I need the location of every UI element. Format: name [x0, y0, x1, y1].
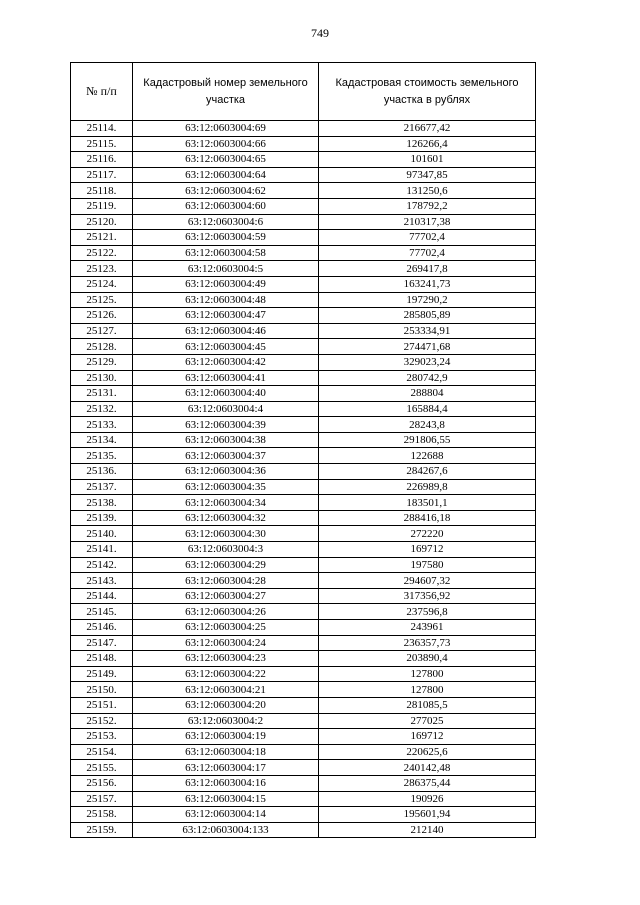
cadastral-value-cell: 286375,44: [319, 775, 536, 791]
cadastral-number-cell: 63:12:0603004:42: [133, 354, 319, 370]
row-number-cell: 25142.: [71, 557, 133, 573]
row-number-cell: 25134.: [71, 432, 133, 448]
cadastral-number-cell: 63:12:0603004:26: [133, 604, 319, 620]
cadastral-value-table: [70, 62, 536, 838]
cadastral-value-cell: 183501,1: [319, 495, 536, 511]
cadastral-number-cell: 63:12:0603004:60: [133, 198, 319, 214]
table-row: [71, 136, 536, 152]
row-number-cell: 25156.: [71, 775, 133, 791]
cadastral-number-cell: 63:12:0603004:30: [133, 526, 319, 542]
cadastral-value-cell: 240142,48: [319, 760, 536, 776]
table-row: [71, 620, 536, 636]
table-row: [71, 370, 536, 386]
row-number-cell: 25126.: [71, 308, 133, 324]
table-row: [71, 323, 536, 339]
cadastral-number-cell: 63:12:0603004:65: [133, 152, 319, 168]
row-number-cell: 25155.: [71, 760, 133, 776]
cadastral-number-cell: 63:12:0603004:62: [133, 183, 319, 199]
row-number-cell: 25132.: [71, 401, 133, 417]
cadastral-value-cell: 131250,6: [319, 183, 536, 199]
header-cadastral-value: Кадастровая стоимость земельного участка в рублях: [319, 63, 536, 121]
cadastral-value-cell: 169712: [319, 542, 536, 558]
table-row: [71, 214, 536, 230]
cadastral-value-cell: 288804: [319, 386, 536, 402]
table-row: [71, 230, 536, 246]
cadastral-value-cell: 197290,2: [319, 292, 536, 308]
row-number-cell: 25121.: [71, 230, 133, 246]
cadastral-number-cell: 63:12:0603004:46: [133, 323, 319, 339]
row-number-cell: 25125.: [71, 292, 133, 308]
row-number-cell: 25140.: [71, 526, 133, 542]
cadastral-value-cell: 269417,8: [319, 261, 536, 277]
table-row: [71, 682, 536, 698]
cadastral-number-cell: 63:12:0603004:3: [133, 542, 319, 558]
row-number-cell: 25120.: [71, 214, 133, 230]
cadastral-number-cell: 63:12:0603004:41: [133, 370, 319, 386]
cadastral-number-cell: 63:12:0603004:47: [133, 308, 319, 324]
cadastral-number-cell: 63:12:0603004:45: [133, 339, 319, 355]
cadastral-number-cell: 63:12:0603004:29: [133, 557, 319, 573]
cadastral-value-cell: 285805,89: [319, 308, 536, 324]
cadastral-value-cell: 97347,85: [319, 167, 536, 183]
cadastral-number-cell: 63:12:0603004:27: [133, 588, 319, 604]
row-number-cell: 25159.: [71, 822, 133, 838]
row-number-cell: 25118.: [71, 183, 133, 199]
table-row: [71, 713, 536, 729]
cadastral-value-cell: 237596,8: [319, 604, 536, 620]
table-row: [71, 651, 536, 667]
row-number-cell: 25119.: [71, 198, 133, 214]
cadastral-number-cell: 63:12:0603004:38: [133, 432, 319, 448]
cadastral-number-cell: 63:12:0603004:21: [133, 682, 319, 698]
cadastral-value-cell: 284267,6: [319, 464, 536, 480]
row-number-cell: 25135.: [71, 448, 133, 464]
table-row: [71, 261, 536, 277]
table-row: [71, 401, 536, 417]
row-number-cell: 25138.: [71, 495, 133, 511]
cadastral-value-cell: 317356,92: [319, 588, 536, 604]
row-number-cell: 25149.: [71, 666, 133, 682]
table-row: [71, 775, 536, 791]
table-row: [71, 807, 536, 823]
cadastral-value-cell: 272220: [319, 526, 536, 542]
row-number-cell: 25122.: [71, 245, 133, 261]
cadastral-number-cell: 63:12:0603004:25: [133, 620, 319, 636]
cadastral-value-cell: 195601,94: [319, 807, 536, 823]
table-row: [71, 604, 536, 620]
cadastral-number-cell: 63:12:0603004:36: [133, 464, 319, 480]
cadastral-number-cell: 63:12:0603004:23: [133, 651, 319, 667]
table-header-row: [71, 63, 536, 121]
row-number-cell: 25157.: [71, 791, 133, 807]
row-number-cell: 25114.: [71, 121, 133, 137]
cadastral-number-cell: 63:12:0603004:19: [133, 729, 319, 745]
row-number-cell: 25158.: [71, 807, 133, 823]
table-row: [71, 339, 536, 355]
table-row: [71, 417, 536, 433]
cadastral-value-cell: 277025: [319, 713, 536, 729]
cadastral-number-cell: 63:12:0603004:39: [133, 417, 319, 433]
table-row: [71, 448, 536, 464]
row-number-cell: 25128.: [71, 339, 133, 355]
cadastral-number-cell: 63:12:0603004:37: [133, 448, 319, 464]
cadastral-number-cell: 63:12:0603004:40: [133, 386, 319, 402]
row-number-cell: 25143.: [71, 573, 133, 589]
table-row: [71, 292, 536, 308]
table-row: [71, 760, 536, 776]
row-number-cell: 25145.: [71, 604, 133, 620]
header-cadastral-number: Кадастровый номер земельного участка: [133, 63, 319, 121]
cadastral-value-cell: 28243,8: [319, 417, 536, 433]
cadastral-value-cell: 210317,38: [319, 214, 536, 230]
cadastral-value-cell: 216677,42: [319, 121, 536, 137]
cadastral-value-cell: 127800: [319, 682, 536, 698]
cadastral-value-cell: 243961: [319, 620, 536, 636]
row-number-cell: 25153.: [71, 729, 133, 745]
table-row: [71, 386, 536, 402]
cadastral-value-cell: 178792,2: [319, 198, 536, 214]
cadastral-value-cell: 127800: [319, 666, 536, 682]
cadastral-number-cell: 63:12:0603004:18: [133, 744, 319, 760]
cadastral-number-cell: 63:12:0603004:66: [133, 136, 319, 152]
table-row: [71, 510, 536, 526]
table-row: [71, 432, 536, 448]
cadastral-value-cell: 163241,73: [319, 276, 536, 292]
table-row: [71, 791, 536, 807]
cadastral-value-cell: 126266,4: [319, 136, 536, 152]
cadastral-value-cell: 291806,55: [319, 432, 536, 448]
row-number-cell: 25124.: [71, 276, 133, 292]
cadastral-number-cell: 63:12:0603004:16: [133, 775, 319, 791]
cadastral-value-cell: 274471,68: [319, 339, 536, 355]
cadastral-number-cell: 63:12:0603004:2: [133, 713, 319, 729]
cadastral-number-cell: 63:12:0603004:133: [133, 822, 319, 838]
table-row: [71, 167, 536, 183]
table-row: [71, 822, 536, 838]
row-number-cell: 25151.: [71, 697, 133, 713]
table-row: [71, 121, 536, 137]
cadastral-number-cell: 63:12:0603004:17: [133, 760, 319, 776]
table-row: [71, 526, 536, 542]
table-row: [71, 744, 536, 760]
cadastral-value-cell: 122688: [319, 448, 536, 464]
cadastral-value-cell: 169712: [319, 729, 536, 745]
row-number-cell: 25154.: [71, 744, 133, 760]
cadastral-value-cell: 77702,4: [319, 245, 536, 261]
row-number-cell: 25136.: [71, 464, 133, 480]
table-row: [71, 573, 536, 589]
row-number-cell: 25147.: [71, 635, 133, 651]
row-number-cell: 25144.: [71, 588, 133, 604]
table-row: [71, 495, 536, 511]
cadastral-number-cell: 63:12:0603004:35: [133, 479, 319, 495]
cadastral-value-cell: 203890,4: [319, 651, 536, 667]
row-number-cell: 25131.: [71, 386, 133, 402]
row-number-cell: 25129.: [71, 354, 133, 370]
table-row: [71, 308, 536, 324]
cadastral-value-cell: 281085,5: [319, 697, 536, 713]
table-row: [71, 464, 536, 480]
cadastral-value-cell: 220625,6: [319, 744, 536, 760]
row-number-cell: 25141.: [71, 542, 133, 558]
row-number-cell: 25127.: [71, 323, 133, 339]
cadastral-value-cell: 329023,24: [319, 354, 536, 370]
table-row: [71, 557, 536, 573]
cadastral-number-cell: 63:12:0603004:58: [133, 245, 319, 261]
cadastral-number-cell: 63:12:0603004:49: [133, 276, 319, 292]
table-row: [71, 666, 536, 682]
cadastral-value-cell: 101601: [319, 152, 536, 168]
page-number: 749: [311, 26, 329, 40]
row-number-cell: 25150.: [71, 682, 133, 698]
table-row: [71, 152, 536, 168]
cadastral-value-cell: 288416,18: [319, 510, 536, 526]
cadastral-value-cell: 236357,73: [319, 635, 536, 651]
cadastral-number-cell: 63:12:0603004:59: [133, 230, 319, 246]
row-number-cell: 25139.: [71, 510, 133, 526]
cadastral-number-cell: 63:12:0603004:32: [133, 510, 319, 526]
cadastral-number-cell: 63:12:0603004:15: [133, 791, 319, 807]
table-row: [71, 588, 536, 604]
table-row: [71, 198, 536, 214]
cadastral-number-cell: 63:12:0603004:64: [133, 167, 319, 183]
table-row: [71, 697, 536, 713]
row-number-cell: 25130.: [71, 370, 133, 386]
cadastral-value-cell: 77702,4: [319, 230, 536, 246]
table-row: [71, 183, 536, 199]
cadastral-value-cell: 197580: [319, 557, 536, 573]
cadastral-value-cell: 190926: [319, 791, 536, 807]
row-number-cell: 25133.: [71, 417, 133, 433]
table-row: [71, 542, 536, 558]
cadastral-value-cell: 294607,32: [319, 573, 536, 589]
cadastral-value-cell: 253334,91: [319, 323, 536, 339]
table-row: [71, 354, 536, 370]
cadastral-value-cell: 212140: [319, 822, 536, 838]
cadastral-number-cell: 63:12:0603004:69: [133, 121, 319, 137]
row-number-cell: 25123.: [71, 261, 133, 277]
cadastral-number-cell: 63:12:0603004:24: [133, 635, 319, 651]
row-number-cell: 25137.: [71, 479, 133, 495]
cadastral-number-cell: 63:12:0603004:4: [133, 401, 319, 417]
row-number-cell: 25146.: [71, 620, 133, 636]
row-number-cell: 25148.: [71, 651, 133, 667]
cadastral-number-cell: 63:12:0603004:28: [133, 573, 319, 589]
row-number-cell: 25152.: [71, 713, 133, 729]
cadastral-number-cell: 63:12:0603004:6: [133, 214, 319, 230]
row-number-cell: 25116.: [71, 152, 133, 168]
cadastral-number-cell: 63:12:0603004:48: [133, 292, 319, 308]
header-row-number: № п/п: [71, 63, 133, 121]
cadastral-number-cell: 63:12:0603004:14: [133, 807, 319, 823]
table-row: [71, 245, 536, 261]
table-body: [71, 121, 536, 838]
table-row: [71, 635, 536, 651]
cadastral-value-cell: 165884,4: [319, 401, 536, 417]
table-row: [71, 276, 536, 292]
cadastral-number-cell: 63:12:0603004:20: [133, 697, 319, 713]
table-row: [71, 729, 536, 745]
row-number-cell: 25115.: [71, 136, 133, 152]
cadastral-number-cell: 63:12:0603004:34: [133, 495, 319, 511]
cadastral-value-cell: 226989,8: [319, 479, 536, 495]
table-row: [71, 479, 536, 495]
cadastral-number-cell: 63:12:0603004:22: [133, 666, 319, 682]
cadastral-number-cell: 63:12:0603004:5: [133, 261, 319, 277]
row-number-cell: 25117.: [71, 167, 133, 183]
cadastral-value-cell: 280742,9: [319, 370, 536, 386]
